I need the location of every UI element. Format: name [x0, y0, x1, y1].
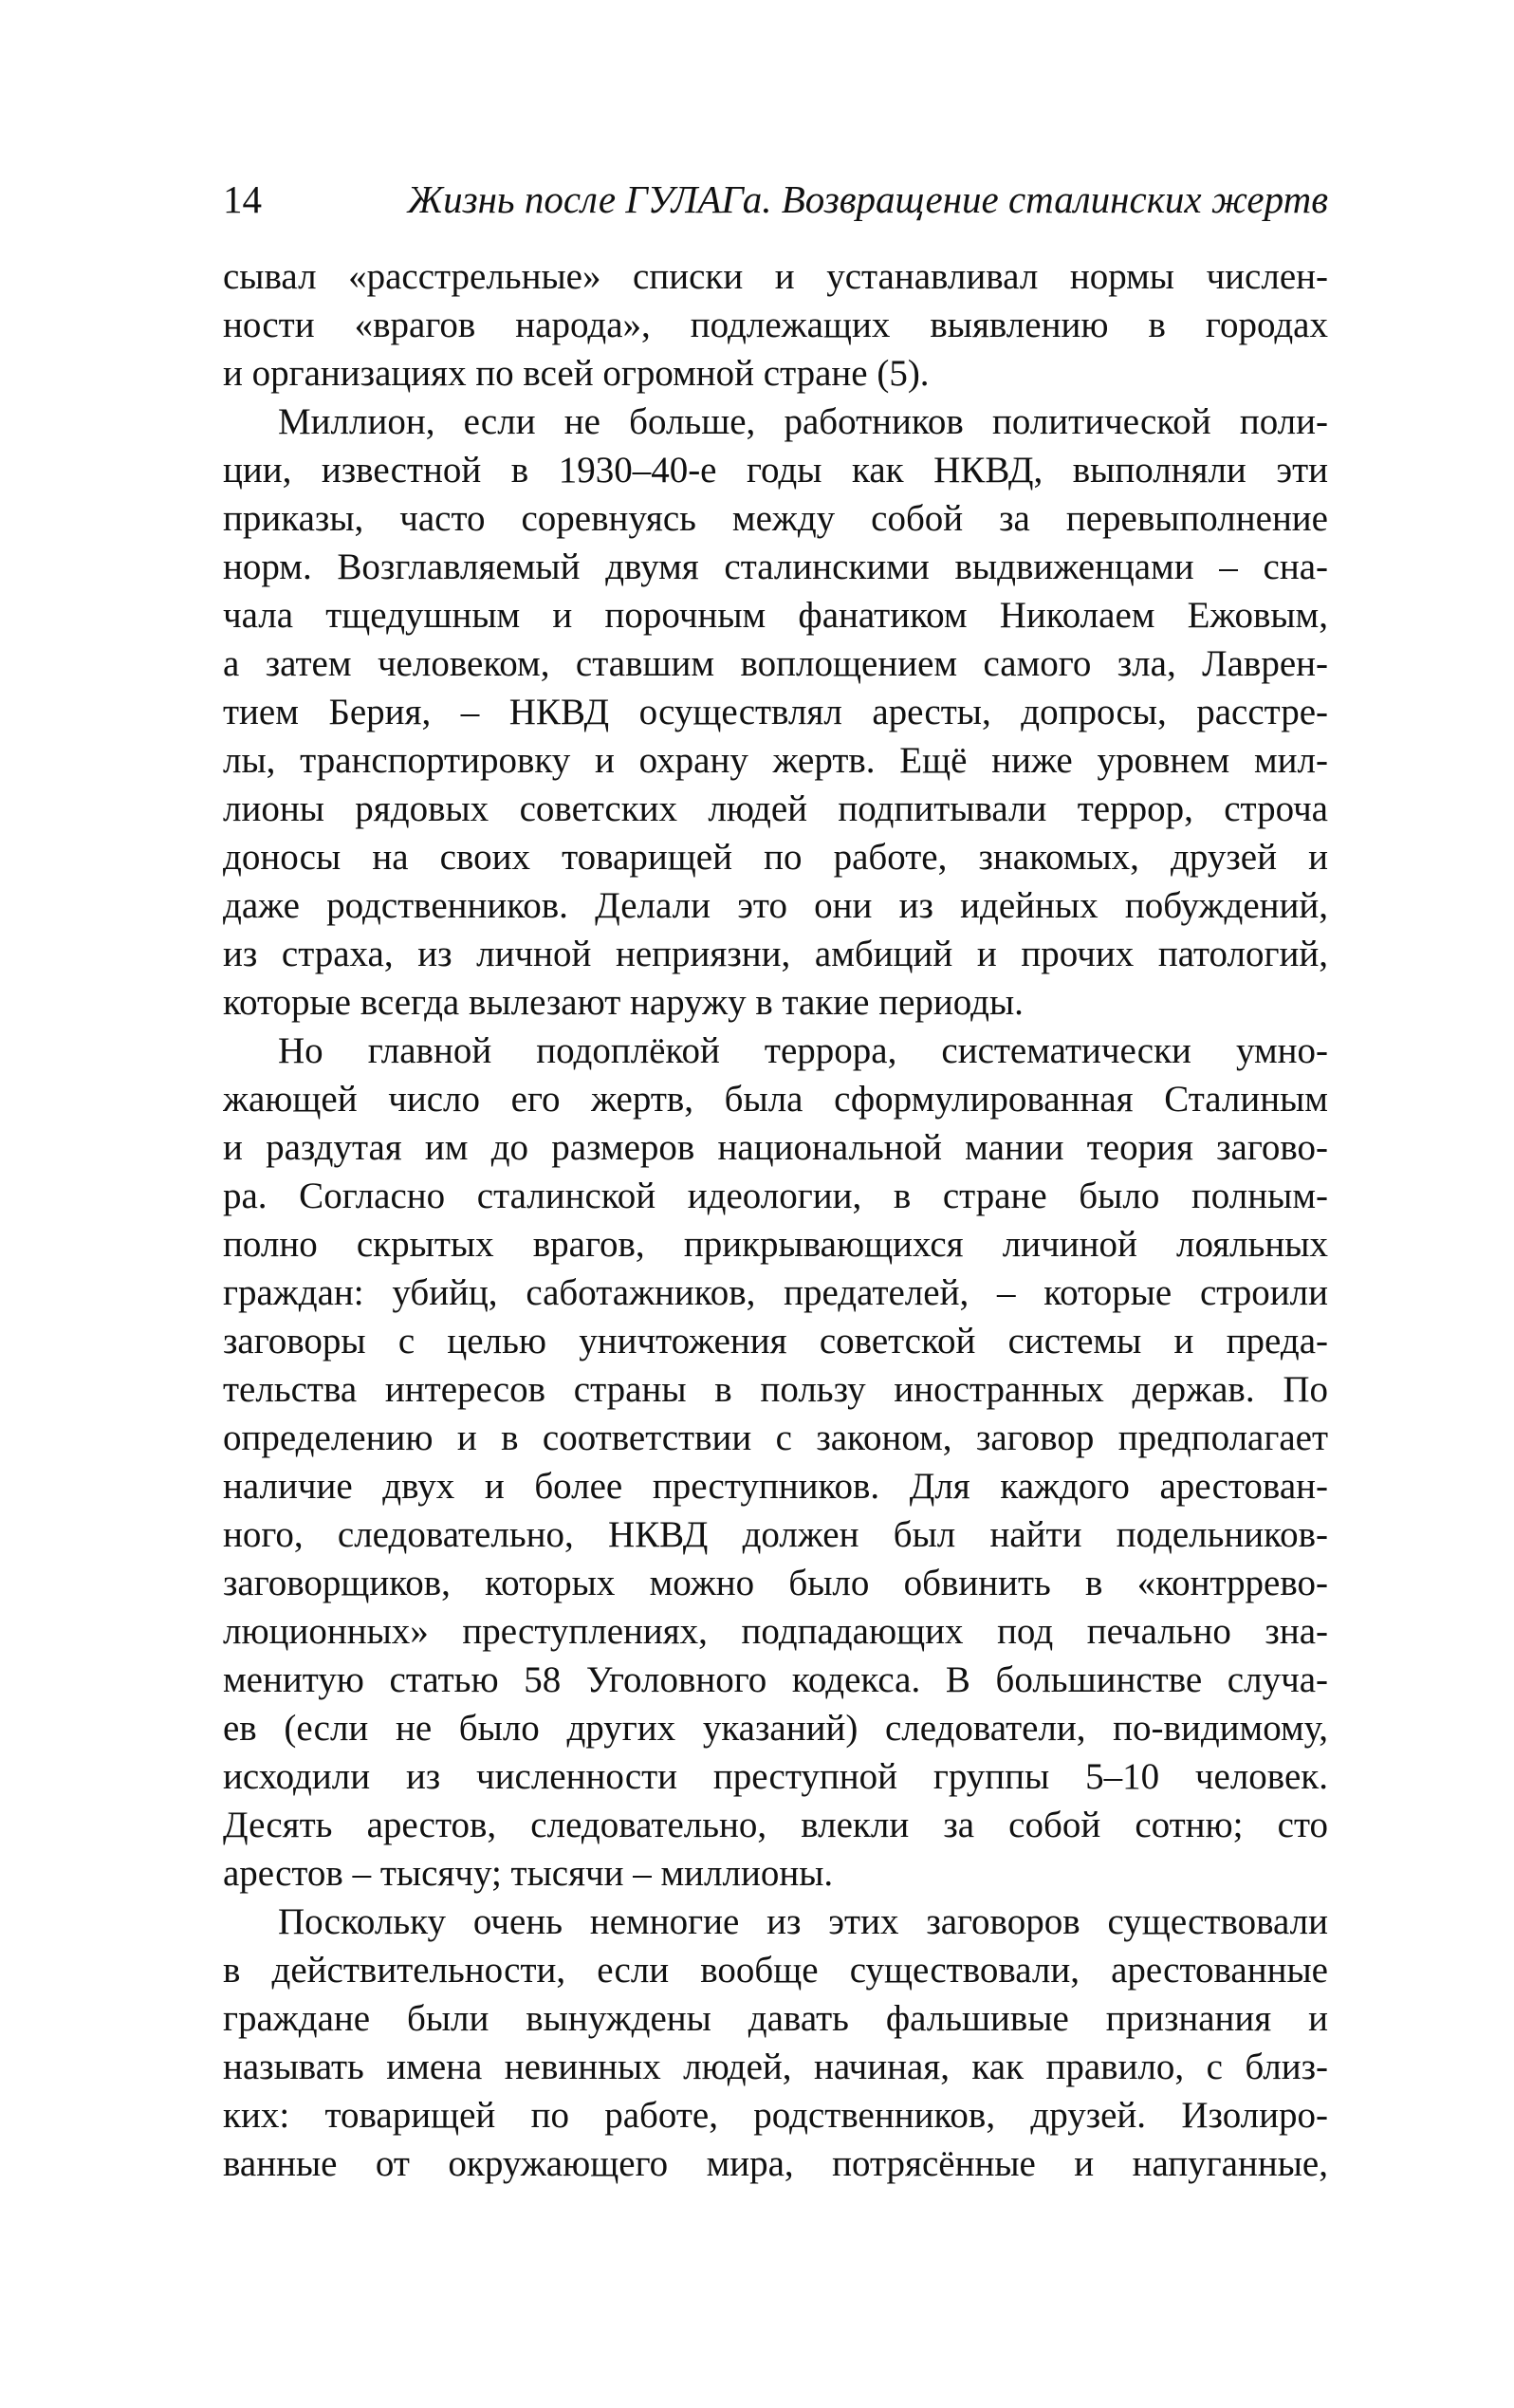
text-line: а затем человеком, ставшим воплощением самого зла, Лаврен- — [223, 643, 1328, 684]
text-line: граждан: убийц, саботажников, предателей, – которые строили — [223, 1272, 1328, 1313]
text-line: сывал «расстрельные» списки и устанавливал нормы числен- — [223, 256, 1328, 297]
page-number: 14 — [223, 177, 262, 221]
text-line: тием Берия, – НКВД осуществлял аресты, допросы, расстре- — [223, 692, 1328, 732]
text-line: чала тщедушным и порочным фанатиком Николаем Ежовым, — [223, 595, 1328, 636]
text-line: ции, известной в 1930–40-е годы как НКВД, выполняли эти — [223, 450, 1328, 491]
text-line: тельства интересов страны в пользу иностранных держав. По — [223, 1369, 1328, 1410]
text-line: полно скрытых врагов, прикрывающихся личиной лояльных — [223, 1224, 1328, 1265]
text-line: люционных» преступлениях, подпадающих под печально зна- — [223, 1611, 1328, 1652]
text-line: арестов – тысячу; тысячи – миллионы. — [223, 1853, 834, 1894]
text-line: Миллион, если не больше, работников политической поли- — [278, 401, 1328, 442]
text-line: исходили из численности преступной группы 5–10 человек. — [223, 1756, 1328, 1797]
text-line: ного, следовательно, НКВД должен был найти подельников- — [223, 1514, 1328, 1555]
text-line: заговоры с целью уничтожения советской системы и преда- — [223, 1321, 1328, 1361]
paragraph — [223, 398, 1328, 1027]
text-line: доносы на своих товарищей по работе, знакомых, друзей и — [223, 837, 1328, 878]
book-page — [223, 171, 1328, 2188]
text-line: граждане были вынуждены давать фальшивые признания и — [223, 1998, 1328, 2039]
text-line: в действительности, если вообще существовали, арестованные — [223, 1950, 1328, 1991]
text-line: Десять арестов, следовательно, влекли за собой сотню; сто — [223, 1805, 1328, 1845]
text-line: лионы рядовых советских людей подпитывали террор, строча — [223, 788, 1328, 829]
text-line: и раздутая им до размеров национальной мании теория загово- — [223, 1127, 1328, 1168]
text-line: лы, транспортировку и охрану жертв. Ещё ниже уровнем мил- — [223, 740, 1328, 781]
text-line: ких: товарищей по работе, родственников, друзей. Изолиро- — [223, 2095, 1328, 2136]
text-line: приказы, часто соревнуясь между собой за перевыполнение — [223, 498, 1328, 539]
running-head — [223, 171, 1328, 228]
text-line: заговорщиков, которых можно было обвинить в «контррево- — [223, 1563, 1328, 1603]
paragraph — [223, 252, 1328, 398]
text-line: называть имена невинных людей, начиная, как правило, с близ- — [223, 2047, 1328, 2087]
text-line: которые всегда вылезают наружу в такие периоды. — [223, 982, 1024, 1023]
paragraph — [223, 1027, 1328, 1898]
text-line: норм. Возглавляемый двумя сталинскими выдвиженцами – сна- — [223, 546, 1328, 587]
text-line: наличие двух и более преступников. Для каждого арестован- — [223, 1466, 1328, 1507]
paragraph — [223, 1898, 1328, 2188]
text-line: и организациях по всей огромной стране (5). — [223, 353, 930, 394]
text-line: из страха, из личной неприязни, амбиций и прочих патологий, — [223, 934, 1328, 974]
text-line: ев (если не было других указаний) следователи, по-видимому, — [223, 1708, 1328, 1749]
text-line: ности «врагов народа», подлежащих выявлению в городах — [223, 305, 1328, 345]
text-line: ра. Согласно сталинской идеологии, в стране было полным- — [223, 1176, 1328, 1216]
text-line: менитую статью 58 Уголовного кодекса. В большинстве случа- — [223, 1659, 1328, 1700]
text-line: Поскольку очень немногие из этих заговоров существовали — [278, 1901, 1328, 1942]
text-line: жающей число его жертв, была сформулированная Сталиным — [223, 1079, 1328, 1120]
body-text — [223, 252, 1328, 2188]
text-line: ванные от окружающего мира, потрясённые и напуганные, — [223, 2143, 1328, 2184]
text-line: даже родственников. Делали это они из идейных побуждений, — [223, 885, 1328, 926]
running-title: Жизнь после ГУЛАГа. Возвращение сталинских жертв — [407, 177, 1328, 221]
text-line: Но главной подоплёкой террора, систематически умно- — [278, 1030, 1328, 1071]
text-line: определению и в соответствии с законом, заговор предполагает — [223, 1417, 1328, 1458]
